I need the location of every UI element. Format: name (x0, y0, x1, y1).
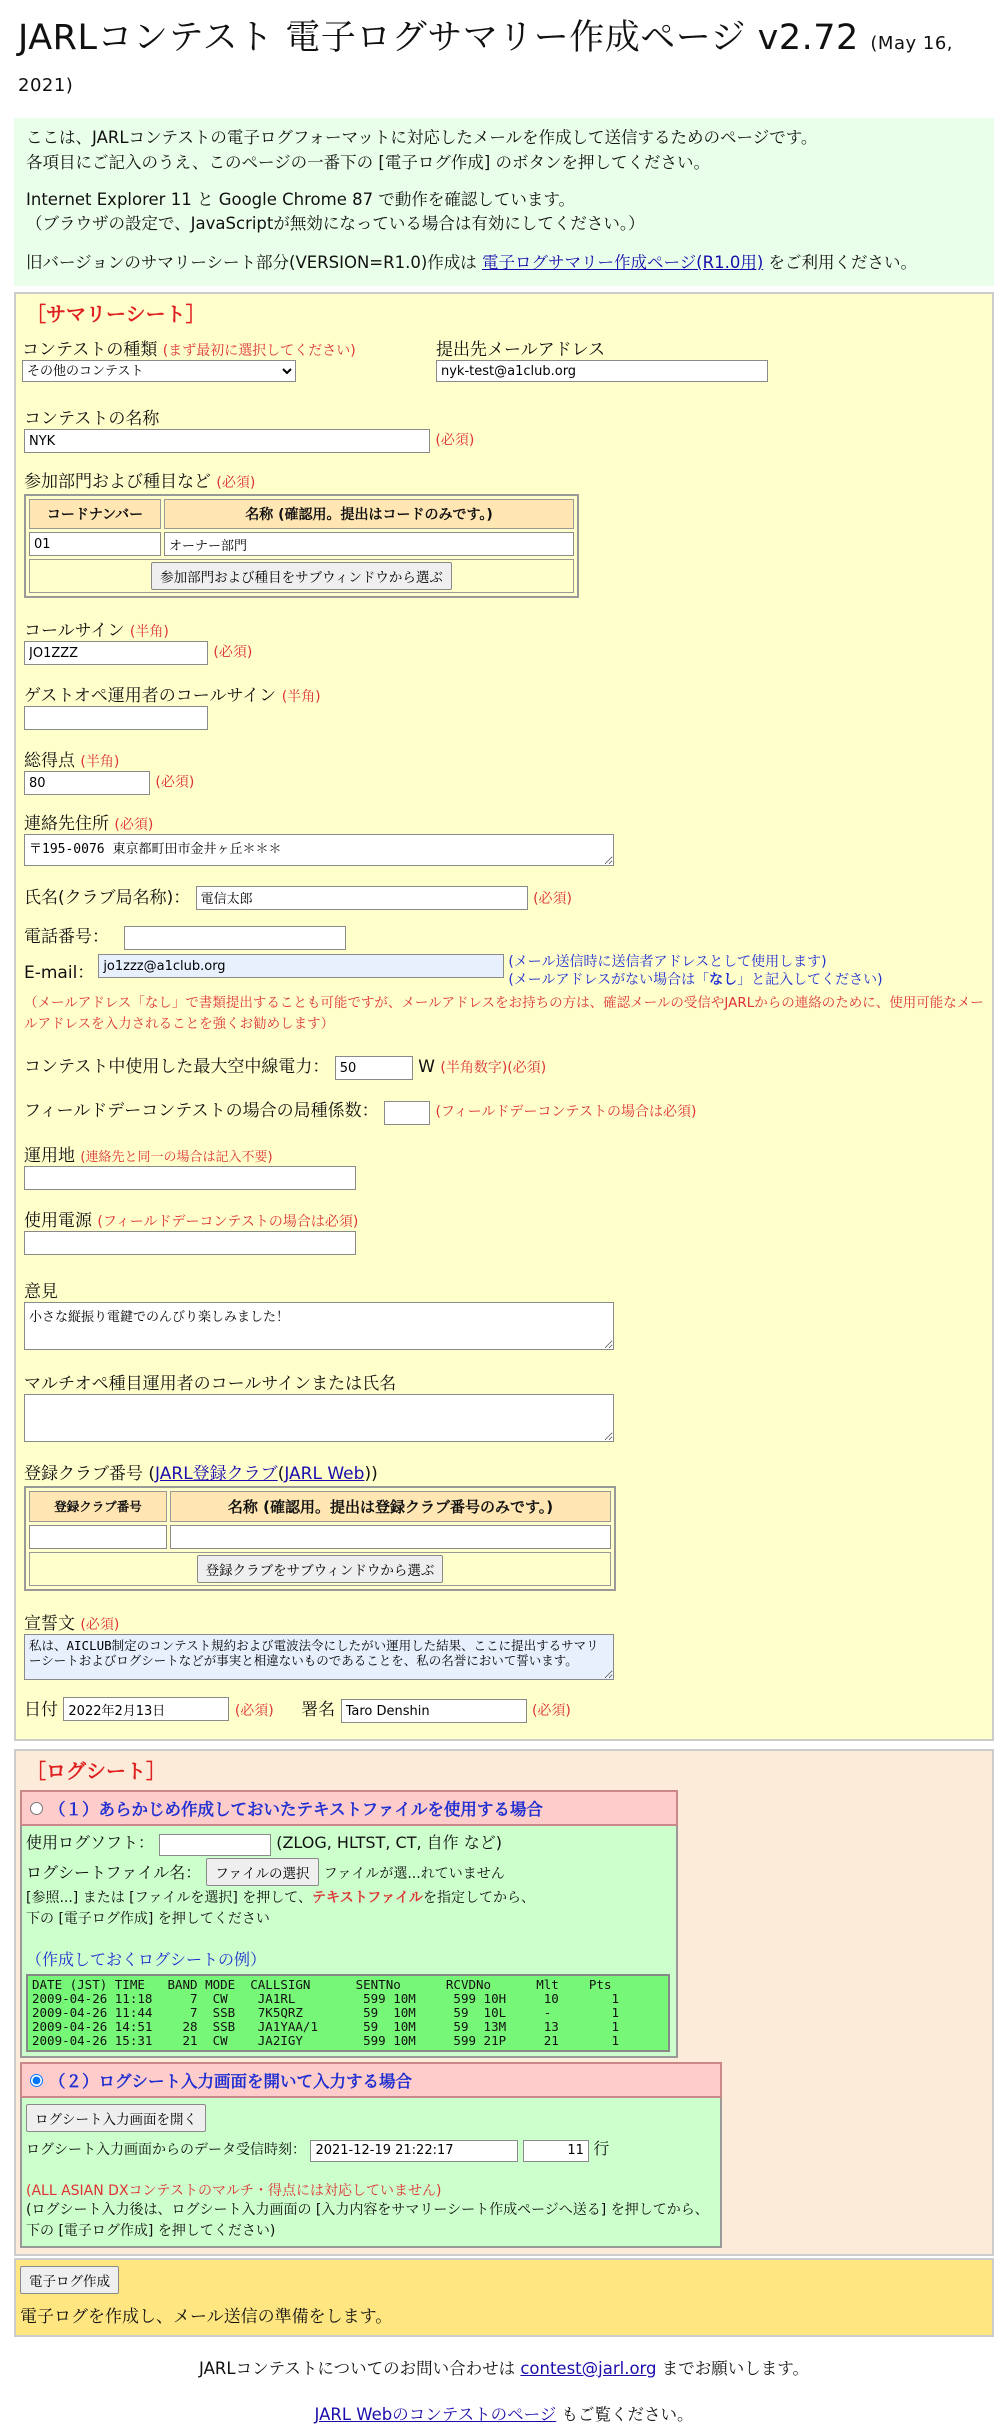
power-source-note: (フィールドデーコンテストの場合は必須) (97, 1213, 359, 1230)
file-instr1-post: を指定してから、 (423, 1889, 536, 1906)
phone-input[interactable] (124, 926, 346, 950)
option2-radio[interactable] (30, 2074, 43, 2087)
address-label: 連絡先住所 (24, 814, 109, 835)
name-required: (必須) (533, 891, 573, 908)
club-col-name: 名称 (確認用。提出は登録クラブ番号のみです。) (170, 1491, 611, 1522)
summary-title: ［サマリーシート］ (26, 301, 206, 326)
after-input-note1: (ログシート入力後は、ログシート入力画面の [入力内容をサマリーシート作成ページへ送る] を押してから、 (26, 2201, 709, 2218)
file-instr2: 下の [電子ログ作成] を押してください (26, 1911, 270, 1928)
email-label: E-mail： (24, 963, 95, 984)
asian-note: (ALL ASIAN DXコンテストのマルチ・得点には対応していません) (26, 2182, 442, 2199)
example-line: 2009-04-26 11:44 7 SSB 7K5QRZ 59 10M 59 10L - 1 (32, 2005, 619, 2021)
file-status: ファイルが選...れていません (323, 1865, 505, 1882)
score-label: 総得点 (24, 751, 75, 772)
jarl-contest-page-link[interactable]: JARL Webのコンテストのページ (314, 2405, 557, 2424)
category-table (24, 494, 579, 598)
fd-coef-note: (フィールドデーコンテストの場合は必須) (435, 1104, 697, 1121)
category-col-code: コードナンバー (29, 499, 161, 529)
callsign-input[interactable] (24, 641, 208, 665)
create-elog-button[interactable]: 電子ログ作成 (20, 2266, 119, 2294)
example-line: 2009-04-26 11:18 7 CW JA1RL 599 10M 599 10H 10 1 (32, 1991, 619, 2007)
page-title: JARLコンテスト 電子ログサマリー作成ページ v2.72 (May 16, 2021) (18, 18, 953, 96)
option1-body (20, 1826, 678, 2058)
power-source-label: 使用電源 (24, 1210, 92, 1231)
qth-input[interactable] (24, 1166, 356, 1190)
software-label: 使用ログソフト： (26, 1833, 155, 1853)
file-select-button[interactable]: ファイルの選択 (206, 1858, 318, 1886)
power-input[interactable] (335, 1056, 413, 1080)
power-unit: W (418, 1056, 435, 1077)
page-date: (May 16, 2021) (18, 33, 953, 96)
category-name-input[interactable] (164, 532, 574, 556)
guest-callsign-label: ゲストオペ運用者のコールサイン (24, 686, 277, 707)
contest-type-select[interactable] (22, 360, 296, 382)
power-note: (半角数字)(必須) (440, 1059, 547, 1076)
club-name-input[interactable] (170, 1525, 611, 1549)
address-textarea[interactable] (24, 834, 614, 866)
oath-label: 宣誓文 (24, 1613, 75, 1634)
email-warning: （メールアドレス「なし」で書類提出することも可能ですが、メールアドレスをお持ちの方は、確認メールの受信やJARLからの連絡のために、使用可能なメールアドレスを入力されることを強くお勧めします） (24, 995, 984, 1032)
intro-line5-pre: 旧バージョンのサマリーシート部分(VERSION=R1.0)作成は (26, 253, 483, 272)
submit-area (14, 2258, 994, 2337)
power-source-input[interactable] (24, 1231, 356, 1255)
contest-name-label: コンテストの名称 (24, 409, 160, 430)
guest-halfwidth: (半角) (281, 689, 321, 706)
line-count-unit: 行 (593, 2139, 610, 2159)
option2-body (20, 2098, 722, 2248)
qth-label: 運用地 (24, 1145, 75, 1166)
date-input[interactable] (63, 1697, 229, 1721)
date-label: 日付 (24, 1699, 58, 1720)
software-input[interactable] (159, 1834, 271, 1856)
footer (14, 2358, 994, 2424)
old-version-link[interactable]: 電子ログサマリー作成ページ(R1.0用) (482, 253, 764, 272)
example-label: （作成しておくログシートの例） (26, 1950, 267, 1970)
qth-note: (連絡先と同一の場合は記入不要) (80, 1149, 273, 1165)
log-sheet (14, 1749, 994, 2255)
sign-label: 署名 (301, 1699, 336, 1720)
club-label-pre: 登録クラブ番号 ( (24, 1463, 156, 1484)
oath-textarea[interactable] (24, 1634, 614, 1680)
intro-box (14, 118, 994, 286)
email-to-input[interactable] (436, 360, 768, 382)
phone-label: 電話番号： (24, 926, 109, 947)
club-select-button[interactable]: 登録クラブをサブウィンドウから選ぶ (197, 1555, 444, 1583)
example-line: 2009-04-26 15:31 21 CW JA2IGY 599 10M 599 21P 21 1 (32, 2033, 619, 2049)
open-log-input-button[interactable]: ログシート入力画面を開く (26, 2104, 206, 2132)
club-col-number: 登録クラブ番号 (29, 1491, 167, 1522)
sign-required: (必須) (531, 1702, 571, 1719)
email-note2-bold: なし (709, 971, 738, 988)
score-halfwidth: (半角) (80, 754, 120, 771)
line-count-input[interactable] (523, 2140, 589, 2162)
option1-radio[interactable] (30, 1802, 43, 1815)
opinion-textarea[interactable] (24, 1302, 614, 1350)
contest-type-label: コンテストの種類 (22, 339, 158, 360)
score-required: (必須) (155, 774, 195, 791)
file-instr1-pre: [参照...] または [ファイルを選択] を押して、 (26, 1889, 312, 1906)
guest-callsign-input[interactable] (24, 706, 208, 730)
intro-line5-post: をご利用ください。 (763, 253, 918, 272)
option1-header (20, 1790, 678, 1826)
email-note2-pre: (メールアドレスがない場合は「 (508, 971, 710, 988)
option1-title: （１）あらかじめ作成しておいたテキストファイルを使用する場合 (49, 1800, 543, 1820)
email-note1: (メール送信時に送信者アドレスとして使用します) (508, 954, 827, 971)
received-time-input[interactable] (310, 2140, 518, 2162)
multi-op-label: マルチオペ種目運用者のコールサインまたは氏名 (24, 1373, 397, 1394)
footer-line1-pre: JARLコンテストについてのお問い合わせは (199, 2358, 521, 2378)
name-input[interactable] (196, 886, 528, 910)
submit-description: 電子ログを作成し、メール送信の準備をします。 (20, 2306, 393, 2327)
multi-op-textarea[interactable] (24, 1394, 614, 1442)
software-hint: (ZLOG, HLTST, CT, 自作 など) (276, 1833, 502, 1853)
score-input[interactable] (24, 771, 150, 795)
category-select-button[interactable]: 参加部門および種目をサブウィンドウから選ぶ (151, 562, 452, 590)
intro-line3: Internet Explorer 11 と Google Chrome 87 で動作を確認しています。 (26, 189, 576, 209)
example-log (26, 1974, 670, 2052)
intro-line4: （ブラウザの設定で、JavaScriptが無効になっている場合は有効にしてください。） (26, 214, 645, 234)
jarl-club-link[interactable]: JARL登録クラブ (155, 1463, 278, 1484)
footer-line2-post: もご覧ください。 (556, 2405, 694, 2424)
contest-name-input[interactable] (24, 429, 430, 453)
address-required: (必須) (114, 817, 154, 834)
club-number-input[interactable] (29, 1525, 167, 1549)
file-instr1-bold: テキストファイル (312, 1889, 424, 1906)
received-label: ログシート入力画面からのデータ受信時刻： (26, 2142, 306, 2159)
fd-coef-label: フィールドデーコンテストの場合の局種係数： (24, 1101, 379, 1122)
club-label-post: )) (364, 1463, 378, 1484)
date-required: (必須) (234, 1702, 274, 1719)
power-label: コンテスト中使用した最大空中線電力： (24, 1056, 330, 1077)
club-table (24, 1486, 616, 1591)
intro-line2: 各項目にご記入のうえ、このページの一番下の [電子ログ作成] のボタンを押してください。 (26, 152, 711, 172)
example-line: DATE (JST) TIME BAND MODE CALLSIGN SENTNo RCVDNo Mlt Pts (32, 1977, 612, 1993)
example-line: 2009-04-26 14:51 28 SSB JA1YAA/1 59 10M 59 13M 13 1 (32, 2019, 619, 2035)
category-required: (必須) (216, 475, 256, 492)
category-col-name: 名称 (確認用。提出はコードのみです。) (164, 499, 574, 529)
email-input[interactable] (98, 954, 504, 978)
callsign-required: (必須) (213, 644, 253, 661)
file-label: ログシートファイル名： (26, 1862, 202, 1882)
option2-title: （２）ログシート入力画面を開いて入力する場合 (49, 2072, 412, 2092)
name-label: 氏名(クラブ局名称)： (24, 888, 191, 909)
email-note2-post: 」と記入してください) (737, 971, 883, 988)
log-title: ［ログシート］ (26, 1759, 166, 1784)
category-label: 参加部門および種目など (24, 472, 211, 493)
callsign-halfwidth: (半角) (129, 624, 169, 641)
intro-line1: ここは、JARLコンテストの電子ログフォーマットに対応したメールを作成して送信するためのページです。 (26, 128, 818, 147)
contest-name-required: (必須) (435, 432, 475, 449)
option2-header (20, 2062, 722, 2098)
fd-coef-input[interactable] (384, 1101, 430, 1125)
after-input-note2: 下の [電子ログ作成] を押してください) (26, 2222, 276, 2239)
footer-line1-post: までお願いします。 (656, 2358, 809, 2378)
club-label-mid: ( (277, 1463, 285, 1484)
sign-input[interactable] (341, 1699, 527, 1723)
contest-email-link[interactable]: contest@jarl.org (520, 2358, 657, 2378)
email-to-label: 提出先メールアドレス (436, 339, 606, 360)
contest-type-note: (まず最初に選択してください) (162, 342, 356, 359)
summary-sheet (14, 292, 994, 1742)
jarl-web-link[interactable]: JARL Web (284, 1463, 365, 1484)
category-code-input[interactable] (29, 532, 161, 556)
opinion-label: 意見 (24, 1281, 58, 1302)
oath-required: (必須) (80, 1616, 120, 1633)
callsign-label: コールサイン (24, 621, 125, 642)
